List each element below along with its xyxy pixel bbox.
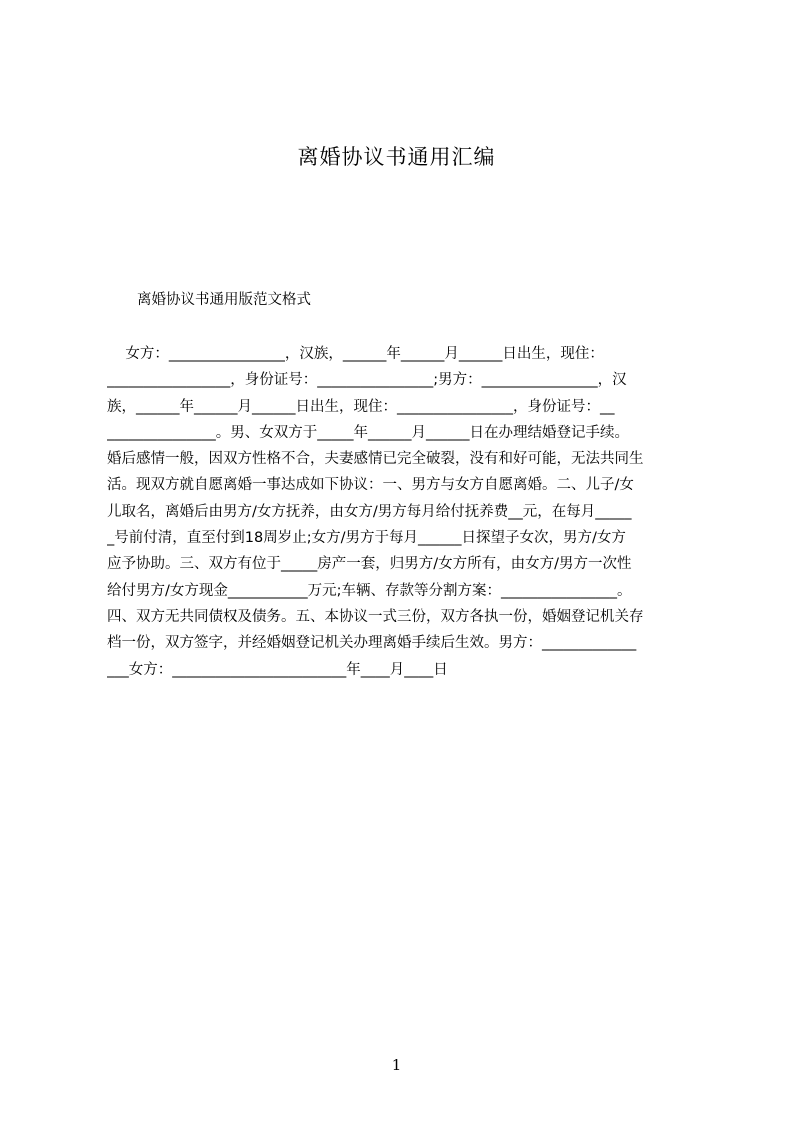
body-line: 给付男方/女方现金___________万元;车辆、存款等分割方案：________________。	[107, 582, 632, 599]
body-line: 四、双方无共同债权及债务。五、本协议一式三份，双方各执一份，婚姻登记机关存	[107, 608, 644, 625]
body-line: 活。现双方就自愿离婚一事达成如下协议：一、男方与女方自愿离婚。二、儿子/女	[107, 477, 634, 494]
body-line: 档一份，双方签字，并经婚姻登记机关办理离婚手续后生效。男方：_____________	[107, 635, 637, 652]
agreement-body	[107, 341, 703, 683]
document-title: 离婚协议书通用汇编	[297, 145, 496, 169]
body-line: 婚后感情一般，因双方性格不合，夫妻感情已完全破裂，没有和好可能，无法共同生	[107, 451, 644, 468]
body-line: _号前付清，直至付到18周岁止;女方/男方于每月______日探望子女次，男方/女方	[107, 530, 626, 547]
body-line: 族，______年______月______日出生，现住：________________，身份证号：__	[107, 398, 615, 415]
body-line: ___女方：________________________年____月____日	[107, 661, 448, 678]
body-line: 应予协助。三、双方有位于_____房产一套，归男方/女方所有，由女方/男方一次性	[107, 556, 632, 573]
body-line: 女方：________________，汉族，______年______月______日出生，现住：	[107, 346, 604, 362]
page-number: 1	[391, 1056, 402, 1074]
body-line: _______________。男、女双方于_____年______月______日在办理结婚登记手续。	[107, 424, 629, 441]
body-line: 儿取名，离婚后由男方/女方抚养，由女方/男方每月给付抚养费__元，在每月_____	[107, 503, 632, 520]
body-line: _________________，身份证号：________________;男方：________________，汉	[107, 372, 627, 389]
document-subtitle: 离婚协议书通用版范文格式	[137, 292, 311, 308]
